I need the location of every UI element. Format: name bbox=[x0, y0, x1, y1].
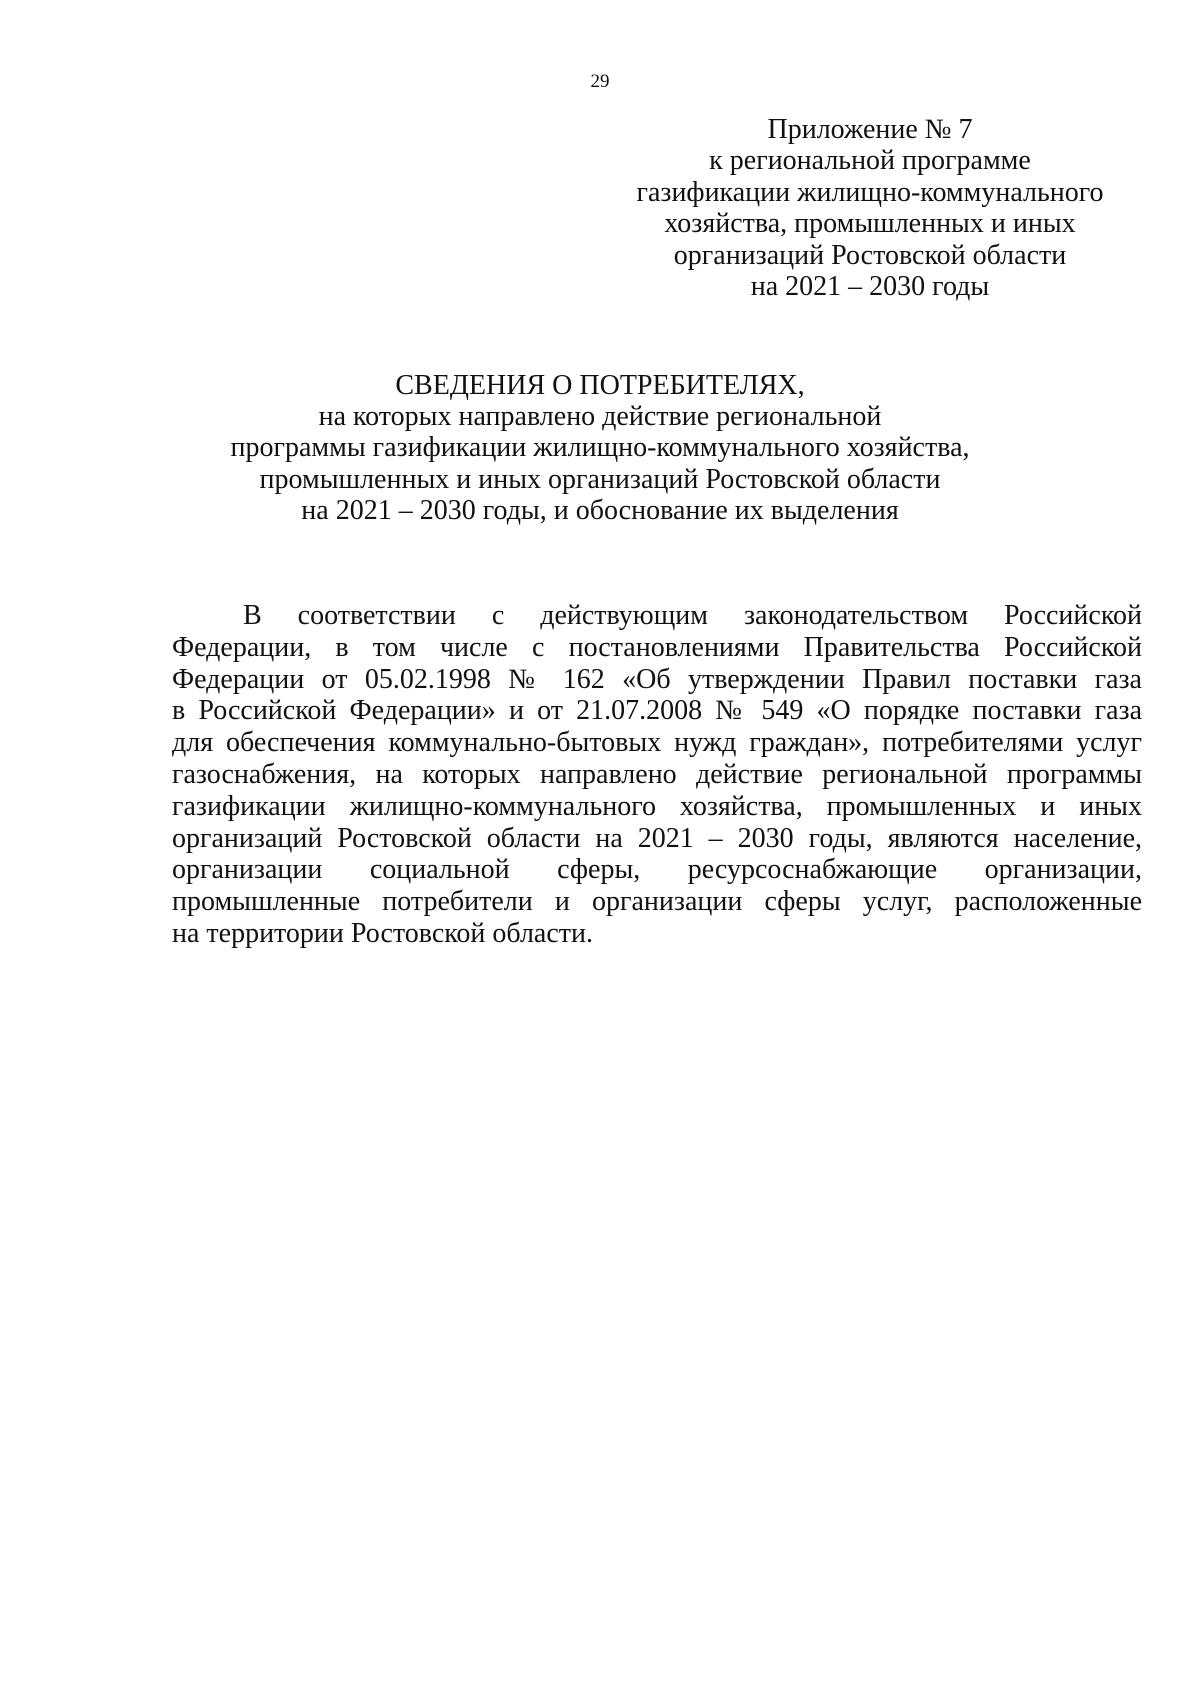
appendix-line: на 2021 – 2030 годы bbox=[750, 271, 990, 303]
appendix-line: к региональной программе bbox=[709, 145, 1031, 177]
body-line: Федерации от 05.02.1998 № 162 «Об утверждении Правил поставки газа bbox=[172, 663, 1142, 695]
title-heading: СВЕДЕНИЯ О ПОТРЕБИТЕЛЯХ, bbox=[395, 370, 805, 401]
body-line: на территории Ростовской области. bbox=[172, 917, 594, 949]
body-line: для обеспечения коммунально-бытовых нужд граждан», потребителями услуг bbox=[172, 727, 1142, 759]
title-line: на которых направлено действие региональной bbox=[318, 401, 882, 433]
body-line: газификации жилищно-коммунального хозяйства, промышленных и иных bbox=[172, 790, 1142, 822]
body-line: промышленные потребители и организации сферы услуг, расположенные bbox=[172, 886, 1142, 918]
appendix-line: газификации жилищно-коммунального bbox=[636, 176, 1104, 208]
appendix-line: хозяйства, промышленных и иных bbox=[664, 208, 1076, 240]
appendix-line: организаций Ростовской области bbox=[673, 239, 1067, 271]
appendix-line: Приложение № 7 bbox=[767, 114, 973, 145]
body-line: В соответствии с действующим законодательством Российской bbox=[243, 600, 1142, 631]
document-title bbox=[160, 370, 1040, 526]
title-line: на 2021 – 2030 годы, и обоснование их выделения bbox=[301, 494, 899, 526]
title-line: программы газификации жилищно-коммунального хозяйства, bbox=[230, 432, 970, 464]
title-line: промышленных и иных организаций Ростовской области bbox=[259, 463, 941, 495]
body-line: газоснабжения, на которых направлено действие региональной программы bbox=[172, 758, 1142, 790]
body-paragraph bbox=[172, 600, 1142, 950]
body-line: Федерации, в том числе с постановлениями Правительства Российской bbox=[172, 631, 1142, 663]
page-number: 29 bbox=[590, 71, 610, 92]
body-line: в Российской Федерации» и от 21.07.2008 № 549 «О порядке поставки газа bbox=[172, 695, 1142, 727]
appendix-block bbox=[610, 114, 1130, 302]
body-line: организации социальной сферы, ресурсоснабжающие организации, bbox=[172, 854, 1142, 886]
body-line: организаций Ростовской области на 2021 – 2030 годы, являются население, bbox=[172, 822, 1142, 854]
